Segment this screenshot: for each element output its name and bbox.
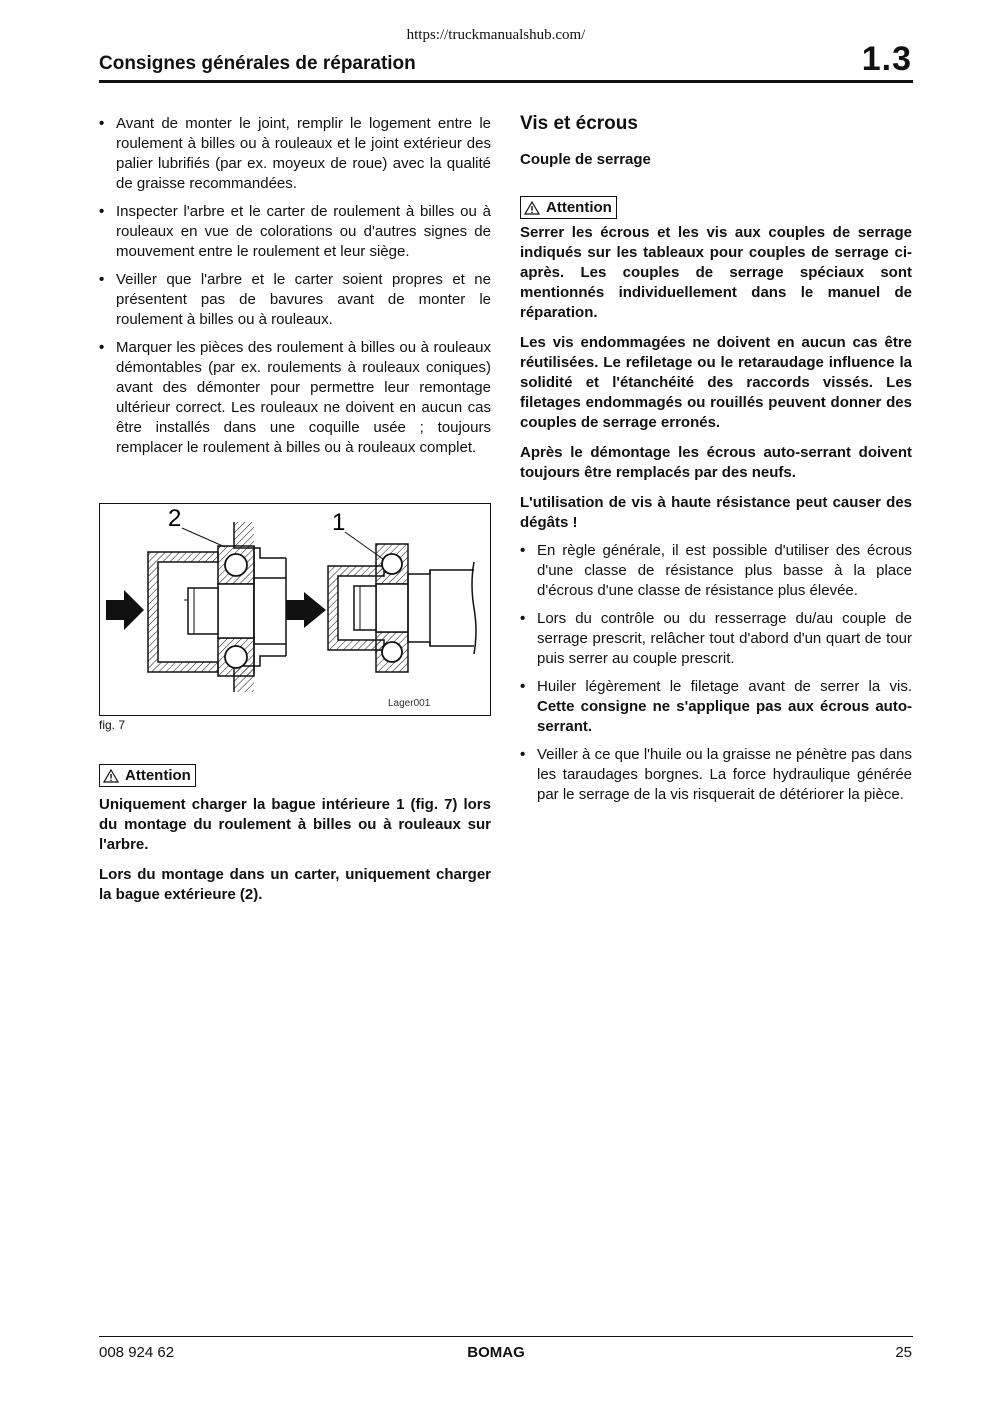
warning-icon bbox=[524, 201, 540, 215]
page-title: Consignes générales de réparation bbox=[99, 53, 416, 74]
attention-paragraph: Lors du montage dans un carter, uniquement charger la bague extérieure (2). bbox=[99, 865, 491, 903]
left-attention-block bbox=[99, 764, 491, 915]
list-item-text: Avant de monter le joint, remplir le logement entre le roulement à billes ou à rouleaux et le joint extérieur des palier lubrifiés (par ex. moyeux de roue) avec la qualité de graisse recommandées. bbox=[116, 115, 491, 192]
header-rule bbox=[99, 80, 913, 83]
attention-badge bbox=[99, 764, 196, 787]
section-number: 1.3 bbox=[861, 40, 912, 78]
list-item-text: Lors du contrôle ou du resserrage du/au couple de serrage prescrit, relâcher tout d'abord d'un quart de tour puis serrer au couple prescrit. bbox=[537, 609, 912, 667]
attention-label: Attention bbox=[125, 766, 191, 784]
bearing-figure bbox=[99, 503, 491, 716]
warning-icon bbox=[103, 769, 119, 783]
bullet-icon: • bbox=[99, 203, 105, 220]
list-item bbox=[520, 541, 912, 601]
list-item-text: Veiller à ce que l'huile ou la graisse ne pénètre pas dans les taraudages borgnes. La force hydraulique générée par le serrage de la vis risquerait de détériorer la pièce. bbox=[537, 745, 912, 803]
list-item bbox=[99, 202, 491, 262]
bullet-icon: • bbox=[99, 115, 105, 132]
arrow-right-assembly-icon bbox=[286, 592, 326, 628]
right-bullet-list bbox=[520, 541, 912, 805]
label-1: 1 bbox=[332, 509, 346, 536]
right-column bbox=[520, 114, 912, 813]
bullet-icon: • bbox=[520, 609, 526, 627]
left-column bbox=[99, 114, 491, 466]
footer-rule bbox=[99, 1336, 913, 1337]
shaft-assembly bbox=[328, 544, 476, 672]
bullet-icon: • bbox=[99, 339, 105, 356]
attention-badge bbox=[520, 196, 617, 219]
page-number: 25 bbox=[895, 1344, 912, 1361]
housing-assembly bbox=[148, 522, 286, 692]
warning-paragraph: Après le démontage les écrous auto-serrant doivent toujours être remplacés par des neufs. bbox=[520, 443, 912, 481]
list-item bbox=[520, 745, 912, 805]
list-item-text: Huiler légèrement le filetage avant de serrer la vis. bbox=[537, 677, 912, 695]
list-item-text: Veiller que l'arbre et le carter soient propres et ne présentent pas de bavures avant de monter le roulement à billes ou à rouleaux. bbox=[116, 271, 491, 328]
list-item bbox=[99, 114, 491, 194]
bullet-icon: • bbox=[520, 677, 526, 695]
warning-paragraph: Les vis endommagées ne doivent en aucun cas être réutilisées. Le refiletage ou le retaraudage influence la solidité et l'étanchéité des raccords vissés. Les filetages endommagés ou rouillés peuvent donner des couples de serrage erronés. bbox=[520, 333, 912, 431]
attention-label: Attention bbox=[546, 198, 612, 216]
bullet-icon: • bbox=[99, 271, 105, 288]
bullet-icon: • bbox=[520, 745, 526, 763]
doc-number: 008 924 62 bbox=[99, 1344, 175, 1361]
leader-line-2 bbox=[182, 528, 225, 547]
warning-paragraph: Serrer les écrous et les vis aux couples de serrage indiqués sur les tableaux pour couples de serrage ci-après. Les couples de serrage spéciaux sont mentionnés individuellement dans le manuel de réparation. bbox=[520, 223, 912, 321]
section-title: Vis et écrous bbox=[520, 113, 638, 134]
attention-paragraph: Uniquement charger la bague intérieure 1 (fig. 7) lors du montage du roulement à billes ou à rouleaux sur l'arbre. bbox=[99, 795, 491, 853]
source-url[interactable]: https://truckmanualshub.com/ bbox=[406, 27, 586, 43]
arrow-left-assembly-icon bbox=[106, 590, 144, 630]
brand-name: BOMAG bbox=[467, 1344, 525, 1361]
list-item-text: En règle générale, il est possible d'utiliser des écrous d'une classe de résistance plus basse à la place d'écrous d'une classe de résistance plus élevée. bbox=[537, 541, 912, 599]
figure-caption: fig. 7 bbox=[99, 718, 126, 732]
list-item bbox=[520, 609, 912, 669]
left-bullet-list bbox=[99, 114, 491, 458]
bullet-icon: • bbox=[520, 541, 526, 559]
list-item bbox=[99, 338, 491, 458]
warning-paragraph: L'utilisation de vis à haute résistance peut causer des dégâts ! bbox=[520, 493, 912, 531]
label-2: 2 bbox=[168, 505, 182, 532]
list-item-text: Inspecter l'arbre et le carter de roulement à billes ou à rouleaux en vue de colorations ou d'autres signes de mouvement entre le roulement et leur siège. bbox=[116, 203, 491, 260]
subsection-title: Couple de serrage bbox=[520, 151, 651, 168]
list-item bbox=[520, 677, 912, 737]
bearing-diagram bbox=[100, 504, 490, 715]
image-code: Lager001 bbox=[388, 698, 431, 709]
list-item-text: Marquer les pièces des roulement à billes ou à rouleaux démontables (par ex. roulements à rouleaux coniques) avant des démonter pour permettre leur remontage ultérieur correct. Les rouleaux ne doivent en aucun cas être installés dans une coquille usée ; toujours remplacer le roulement à billes ou à rouleaux complet. bbox=[116, 339, 491, 456]
list-item-bold-text: Cette consigne ne s'applique pas aux écrous auto-serrant. bbox=[537, 697, 912, 735]
list-item bbox=[99, 270, 491, 330]
